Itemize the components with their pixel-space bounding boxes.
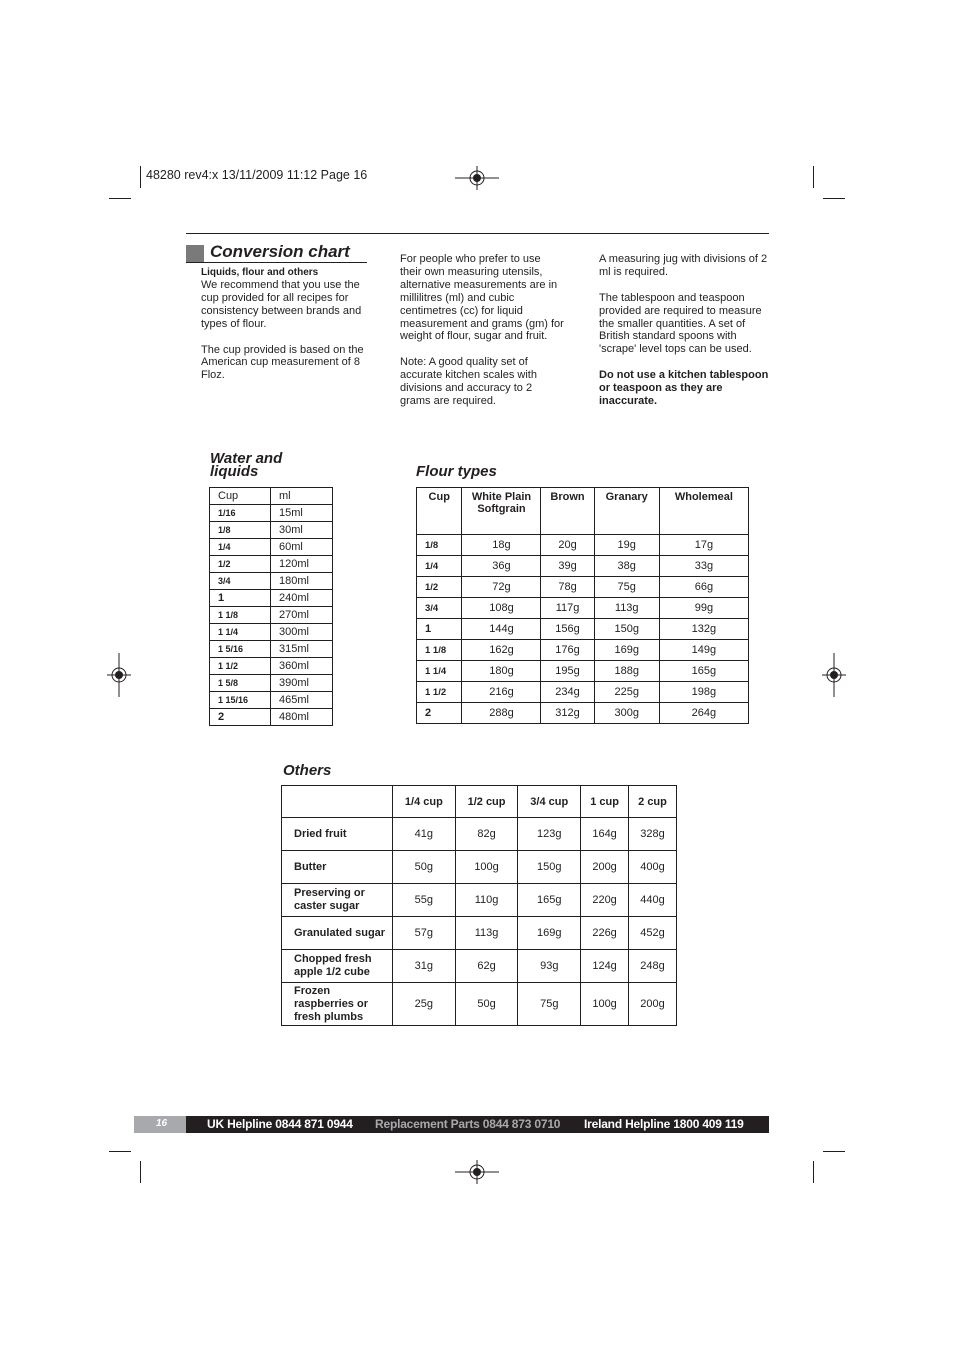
column-header: Wholemeal [659,488,748,535]
replacement-parts: Replacement Parts 0844 873 0710 [375,1117,561,1131]
intro-subhead: Liquids, flour and others [201,267,319,278]
table-row [282,950,677,983]
table-row [210,624,333,641]
value-cell: 50g [393,851,456,884]
table-header-row [282,786,677,818]
table-row [210,522,333,539]
value-cell: 93g [518,950,581,983]
value-cell: 149g [659,640,748,661]
table-row [210,607,333,624]
intro-paragraph: A measuring jug with divisions of 2 ml is required. [599,253,768,278]
value-cell: 188g [594,661,659,682]
value-cell: 264g [659,703,748,724]
value-cell: 200g [629,983,677,1026]
value-cell: 225g [594,682,659,703]
table-row [210,692,333,709]
value-cell: 400g [629,851,677,884]
table-row [210,658,333,675]
value-cell: 39g [541,556,594,577]
item-cell: Chopped fresh apple 1/2 cube [282,950,393,983]
value-cell: 156g [541,619,594,640]
cup-cell: 1 1/2 [210,658,271,675]
column-header: Cup [417,488,462,535]
value-cell: 440g [629,884,677,917]
value-cell: 120ml [271,556,333,573]
title-marker [186,245,204,262]
value-cell: 150g [594,619,659,640]
cup-cell: 1/8 [417,535,462,556]
value-cell: 180g [462,661,541,682]
column-header: 1/4 cup [393,786,456,818]
cup-cell: 1 [210,590,271,607]
table-row [282,917,677,950]
intro-paragraph: The cup provided is based on the American cup measurement of 8 Floz. [201,343,364,382]
table-row [417,556,749,577]
cup-cell: 1/4 [210,539,271,556]
table-row [417,682,749,703]
intro-paragraph: The tablespoon and teaspoon provided are required to measure the smaller quantities. A set of British standard spoons with 'scrape' level tops can be used. [599,291,762,356]
value-cell: 117g [541,598,594,619]
value-cell: 60ml [271,539,333,556]
water-heading: Water and liquids [210,450,283,480]
column-header: ml [271,488,333,505]
value-cell: 200g [581,851,629,884]
ireland-helpline: Ireland Helpline 1800 409 119 [584,1117,744,1131]
table-row [210,709,333,726]
table-row [417,598,749,619]
value-cell: 75g [594,577,659,598]
table-row [282,884,677,917]
crop-mark [140,1161,141,1183]
others-heading: Others [283,762,332,779]
value-cell: 38g [594,556,659,577]
crop-mark [140,166,141,188]
value-cell: 315ml [271,641,333,658]
column-header: 1 cup [581,786,629,818]
crop-mark [823,198,845,199]
value-cell: 144g [462,619,541,640]
value-cell: 108g [462,598,541,619]
item-cell: Frozen raspberries or fresh plumbs [282,983,393,1026]
table-row [417,640,749,661]
value-cell: 162g [462,640,541,661]
value-cell: 300ml [271,624,333,641]
value-cell: 123g [518,818,581,851]
value-cell: 328g [629,818,677,851]
intro-paragraph: Note: A good quality set of accurate kitchen scales with divisions and accuracy to 2 grams are required. [400,356,537,407]
value-cell: 452g [629,917,677,950]
cup-cell: 1/2 [417,577,462,598]
cup-cell: 2 [210,709,271,726]
table-row [210,675,333,692]
registration-mark-icon [455,1160,499,1184]
item-cell: Dried fruit [282,818,393,851]
table-row [210,505,333,522]
crop-mark [109,198,131,199]
column-header: White Plain Softgrain [462,488,541,535]
column-header: Brown [541,488,594,535]
value-cell: 176g [541,640,594,661]
value-cell: 62g [455,950,518,983]
value-cell: 216g [462,682,541,703]
page-number: 16 [156,1118,168,1129]
cup-cell: 1/2 [210,556,271,573]
table-row [210,590,333,607]
table-header-row [210,488,333,505]
value-cell: 19g [594,535,659,556]
table-row [210,539,333,556]
column-header: Granary [594,488,659,535]
value-cell: 18g [462,535,541,556]
value-cell: 124g [581,950,629,983]
item-cell: Preserving or caster sugar [282,884,393,917]
table-row [417,577,749,598]
value-cell: 100g [581,983,629,1026]
value-cell: 78g [541,577,594,598]
page-number-box [134,1116,186,1133]
value-cell: 113g [594,598,659,619]
value-cell: 55g [393,884,456,917]
page-title: Conversion chart [210,242,350,261]
crop-mark [813,166,814,188]
value-cell: 226g [581,917,629,950]
value-cell: 465ml [271,692,333,709]
table-row [417,535,749,556]
value-cell: 17g [659,535,748,556]
table-row [417,703,749,724]
others-table [281,785,677,1026]
water-table [209,487,333,726]
value-cell: 164g [581,818,629,851]
registration-mark-icon [455,166,499,190]
table-row [282,818,677,851]
cup-cell: 1 5/8 [210,675,271,692]
uk-helpline: UK Helpline 0844 871 0944 [207,1117,353,1131]
table-row [210,556,333,573]
cup-cell: 1 5/16 [210,641,271,658]
value-cell: 100g [455,851,518,884]
cup-cell: 1 1/4 [417,661,462,682]
value-cell: 240ml [271,590,333,607]
column-header: Cup [210,488,271,505]
value-cell: 33g [659,556,748,577]
value-cell: 30ml [271,522,333,539]
value-cell: 75g [518,983,581,1026]
cup-cell: 1/8 [210,522,271,539]
value-cell: 248g [629,950,677,983]
intro-paragraph: We recommend that you use the cup provided for all recipes for consistency between brands and types of flour. [201,279,362,330]
value-cell: 169g [594,640,659,661]
cup-cell: 2 [417,703,462,724]
value-cell: 36g [462,556,541,577]
table-row [282,983,677,1026]
print-slug: 48280 rev4:x 13/11/2009 11:12 Page 16 [146,168,368,182]
item-cell: Butter [282,851,393,884]
cup-cell: 1/4 [417,556,462,577]
table-row [210,573,333,590]
cup-cell: 3/4 [417,598,462,619]
cup-cell: 1 1/4 [210,624,271,641]
value-cell: 20g [541,535,594,556]
value-cell: 15ml [271,505,333,522]
value-cell: 390ml [271,675,333,692]
value-cell: 99g [659,598,748,619]
table-row [282,851,677,884]
value-cell: 50g [455,983,518,1026]
intro-warning: Do not use a kitchen tablespoon or teaspoon as they are inaccurate. [599,369,769,407]
value-cell: 165g [659,661,748,682]
value-cell: 132g [659,619,748,640]
table-row [210,641,333,658]
intro-column-3 [599,253,769,421]
crop-mark [813,1161,814,1183]
table-row [417,661,749,682]
title-underline [186,262,367,263]
value-cell: 360ml [271,658,333,675]
item-cell: Granulated sugar [282,917,393,950]
top-rule [186,233,769,234]
flour-table [416,487,749,724]
value-cell: 220g [581,884,629,917]
value-cell: 66g [659,577,748,598]
registration-mark-icon [822,653,846,697]
cup-cell: 1 1/8 [417,640,462,661]
intro-column-1 [201,266,376,395]
value-cell: 113g [455,917,518,950]
column-header: 3/4 cup [518,786,581,818]
value-cell: 198g [659,682,748,703]
value-cell: 150g [518,851,581,884]
value-cell: 234g [541,682,594,703]
value-cell: 31g [393,950,456,983]
column-header [282,786,393,818]
value-cell: 165g [518,884,581,917]
table-row [417,619,749,640]
column-header: 2 cup [629,786,677,818]
value-cell: 288g [462,703,541,724]
value-cell: 195g [541,661,594,682]
value-cell: 110g [455,884,518,917]
column-header: 1/2 cup [455,786,518,818]
crop-mark [823,1151,845,1152]
value-cell: 180ml [271,573,333,590]
table-header-row [417,488,749,535]
flour-heading: Flour types [416,463,497,480]
value-cell: 169g [518,917,581,950]
cup-cell: 1 1/8 [210,607,271,624]
intro-paragraph: For people who prefer to use their own measuring utensils, alternative measurements are in millilitres (ml) and cubic centimetres (cc) for liquid measurement and grams (gm) for weight of flour, sugar and fruit. [400,253,564,343]
crop-mark [109,1151,131,1152]
cup-cell: 1/16 [210,505,271,522]
value-cell: 41g [393,818,456,851]
cup-cell: 1 [417,619,462,640]
value-cell: 480ml [271,709,333,726]
cup-cell: 3/4 [210,573,271,590]
value-cell: 300g [594,703,659,724]
intro-column-2 [400,253,565,421]
cup-cell: 1 1/2 [417,682,462,703]
value-cell: 57g [393,917,456,950]
value-cell: 25g [393,983,456,1026]
value-cell: 270ml [271,607,333,624]
value-cell: 82g [455,818,518,851]
registration-mark-icon [107,653,131,697]
cup-cell: 1 15/16 [210,692,271,709]
value-cell: 72g [462,577,541,598]
value-cell: 312g [541,703,594,724]
